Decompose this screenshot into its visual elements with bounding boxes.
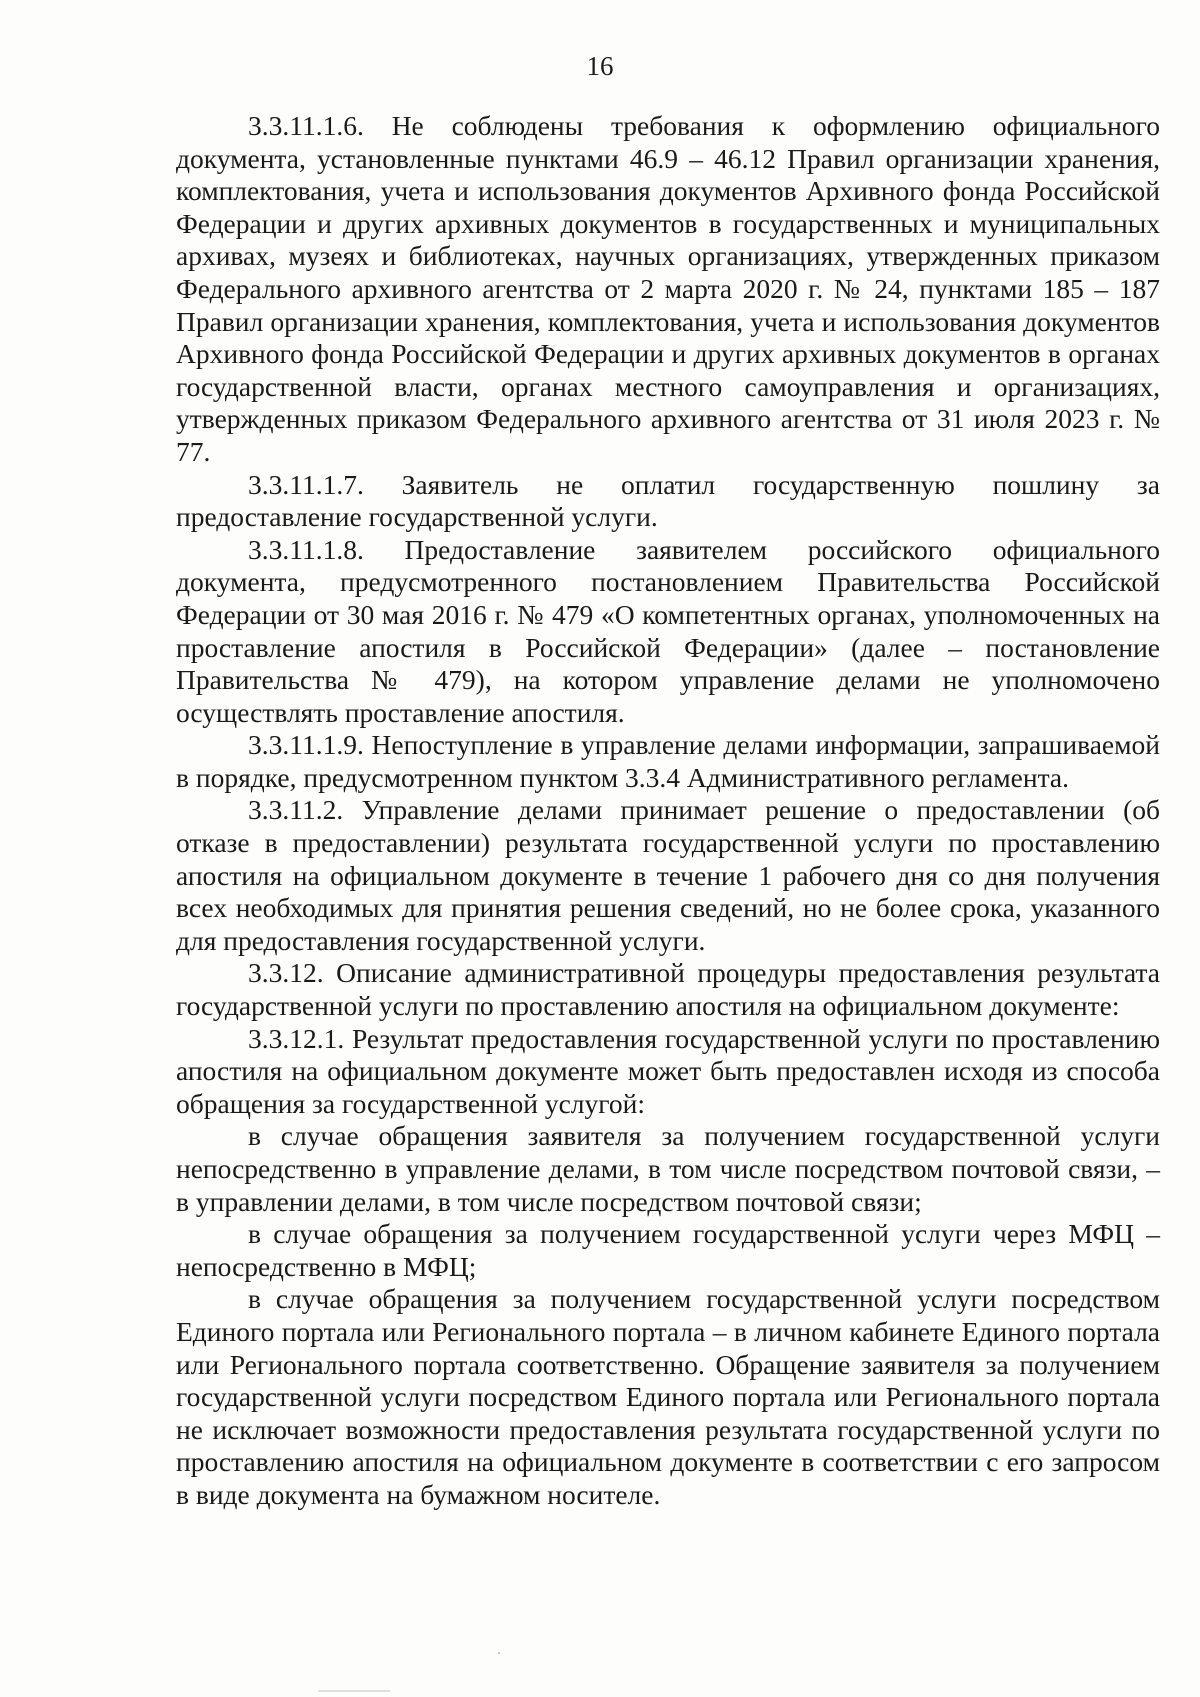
paragraph-result-portal: в случае обращения за получением государственной услуги посредством Единого портала или Регионального портала – в личном кабинете Единого портала или Регионального портала соответственно. Обращение заявителя за получением государственной услуги посредством Единого портала или Регионального портала не исключает возможности предоставления результата государственной услуги по проставлению апостиля на официальном документе в соответствии с его запросом в виде документа на бумажном носителе. [176,1283,1160,1510]
paragraph-3-3-11-1-7: 3.3.11.1.7. Заявитель не оплатил государственную пошлину за предоставление государственной услуги. [176,468,1160,533]
paragraph-3-3-12: 3.3.12. Описание административной процедуры предоставления результата государственной услуги по проставлению апостиля на официальном документе: [176,957,1160,1022]
scan-artifact-smudge [318,1690,390,1692]
paragraph-result-office: в случае обращения заявителя за получением государственной услуги непосредственно в управление делами, в том числе посредством почтовой связи, – в управлении делами, в том числе посредством почтовой связи; [176,1120,1160,1217]
paragraph-3-3-11-2: 3.3.11.2. Управление делами принимает решение о предоставлении (об отказе в предоставлении) результата государственной услуги по проставлению апостиля на официальном документе в течение 1 рабочего дня со дня получения всех необходимых для принятия решения сведений, но не более срока, указанного для предоставления государственной услуги. [176,794,1160,956]
paragraph-3-3-11-1-9: 3.3.11.1.9. Непоступление в управление делами информации, запрашиваемой в порядке, предусмотренном пунктом 3.3.4 Административного регламента. [176,729,1160,793]
scan-artifact-dot [498,1652,500,1654]
page-number: 16 [586,51,614,81]
document-body [176,110,1160,1512]
paragraph-3-3-11-1-8: 3.3.11.1.8. Предоставление заявителем российского официального документа, предусмотренного постановлением Правительства Российской Федерации от 30 мая 2016 г. № 479 «О компетентных органах, уполномоченных на проставление апостиля в Российской Федерации» (далее – постановление Правительства № 479), на котором управление делами не уполномочено осуществлять проставление апостиля. [176,533,1160,728]
paragraph-3-3-11-1-6: 3.3.11.1.6. Не соблюдены требования к оформлению официального документа, установленные пунктами 46.9 – 46.12 Правил организации хранения, комплектования, учета и использования документов Архивного фонда Российской Федерации и других архивных документов в государственных и муниципальных архивах, музеях и библиотеках, научных организациях, утвержденных приказом Федерального архивного агентства от 2 марта 2020 г. № 24, пунктами 185 – 187 Правил организации хранения, комплектования, учета и использования документов Архивного фонда Российской Федерации и других архивных документов в органах государственной власти, органах местного самоуправления и организациях, утвержденных приказом Федерального архивного агентства от 31 июля 2023 г. № 77. [176,110,1160,467]
paragraph-3-3-12-1: 3.3.12.1. Результат предоставления государственной услуги по проставлению апостиля на официальном документе может быть предоставлен исходя из способа обращения за государственной услугой: [176,1022,1160,1119]
paragraph-result-mfc: в случае обращения за получением государственной услуги через МФЦ – непосредственно в МФЦ; [176,1218,1160,1282]
